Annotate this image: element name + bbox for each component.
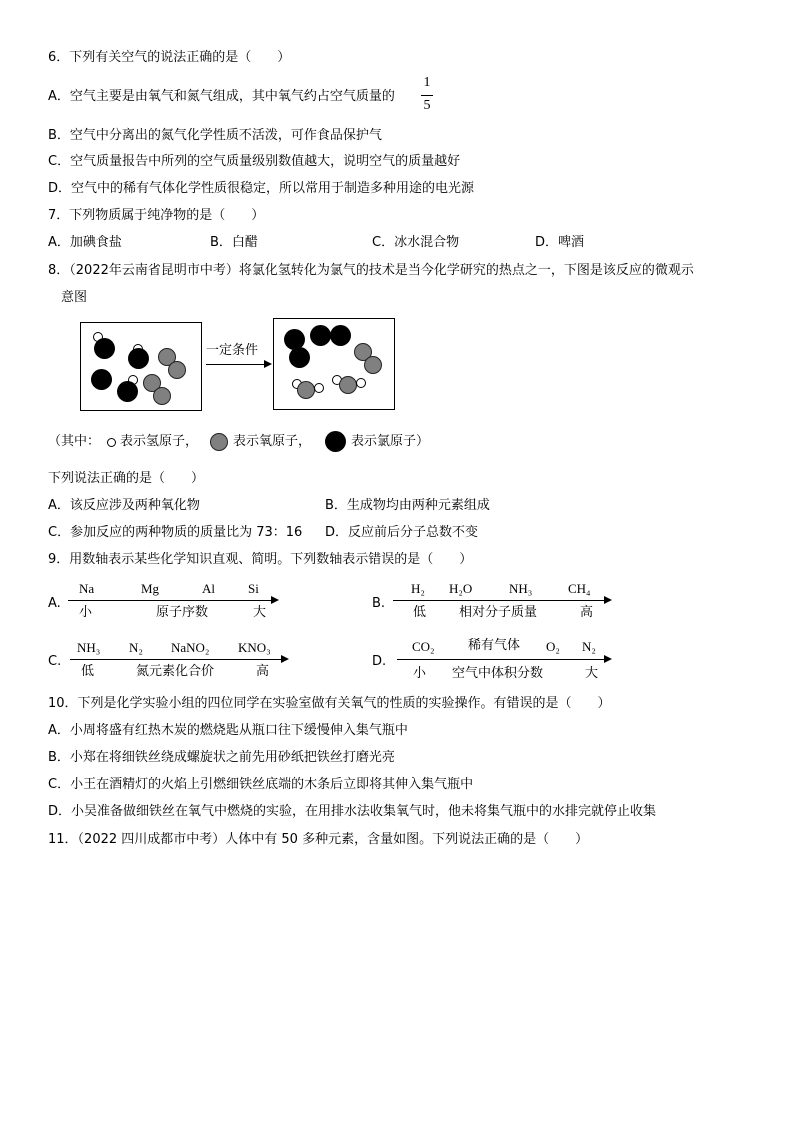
hydrogen-atom	[314, 383, 324, 393]
q6-option-d: D．空气中的稀有气体化学性质很稳定，所以常用于制造多种用途的电光源	[48, 181, 475, 196]
axis-item: NH₃	[509, 581, 533, 596]
number-line	[393, 600, 605, 601]
number-line	[70, 659, 282, 660]
chlorine-atom	[289, 347, 310, 368]
q7-option-a: A．加碘食盐	[48, 235, 122, 250]
chlorine-atom	[128, 348, 149, 369]
axis-low-label: 小	[413, 666, 427, 681]
axis-item: H₂O	[449, 581, 473, 596]
axis-item: CO₂	[412, 639, 435, 654]
q7-option-b: B．白醋	[210, 235, 258, 250]
axis-title: 相对分子质量	[459, 605, 538, 620]
number-line	[68, 600, 272, 601]
axis-item: Na	[79, 581, 95, 596]
axis-title: 氮元素化合价	[136, 664, 215, 679]
q10-option-d: D．小吴准备做细铁丝在氧气中燃烧的实验，在用排水法收集氧气时，他未将集气瓶中的水排完就停止收集	[48, 804, 657, 819]
q11-stem: 11．（2022 四川成都市中考）人体中有 50 多种元素，含量如图。下列说法正确的是（ ）	[48, 832, 589, 847]
q7-stem: 7．下列物质属于纯净物的是（ ）	[48, 208, 265, 223]
chlorine-atom	[330, 325, 351, 346]
axis-low-label: 低	[81, 664, 95, 679]
q10-option-a: A．小周将盛有红热木炭的燃烧匙从瓶口往下缓慢伸入集气瓶中	[48, 723, 408, 738]
oxygen-atom	[153, 387, 171, 405]
axis-low-label: 小	[79, 605, 93, 620]
number-line	[397, 659, 605, 660]
q9-stem: 9．用数轴表示某些化学知识直观、简明。下列数轴表示错误的是（ ）	[48, 552, 473, 567]
fraction-bar	[421, 95, 433, 96]
chlorine-atom	[91, 369, 112, 390]
oxygen-atom	[297, 381, 315, 399]
chlorine-legend-icon	[325, 431, 346, 452]
legend-chlorine: 表示氯原子）	[351, 434, 430, 449]
legend-prefix: （其中：	[48, 434, 101, 449]
reactants-box	[80, 322, 202, 411]
q9-option-b-letter: B.	[372, 596, 386, 611]
chlorine-atom	[94, 338, 115, 359]
reaction-condition: 一定条件	[206, 343, 259, 358]
legend-oxygen: 表示氧原子，	[233, 434, 312, 449]
arrow-head-icon	[604, 596, 612, 604]
arrow-head-icon	[264, 360, 272, 368]
q9-option-c-letter: C.	[48, 654, 62, 669]
axis-item: KNO₃	[238, 640, 271, 655]
q7-option-d: D．啤酒	[535, 235, 585, 250]
axis-item: H₂	[411, 581, 425, 596]
oxygen-atom	[364, 356, 382, 374]
axis-item: CH₄	[568, 581, 591, 596]
oxygen-atom	[339, 376, 357, 394]
axis-item: N₂	[129, 640, 143, 655]
axis-item: NH₃	[77, 640, 101, 655]
q8-option-a: A．该反应涉及两种氧化物	[48, 498, 200, 513]
q6-option-c: C．空气质量报告中所列的空气质量级别数值越大，说明空气的质量越好	[48, 154, 461, 169]
axis-title: 原子序数	[156, 605, 209, 620]
hydrogen-atom	[356, 378, 366, 388]
q8-stem-line1: 8．（2022年云南省昆明市中考）将氯化氢转化为氯气的技术是当今化学研究的热点之一，下图是该反应的微观示	[48, 263, 694, 278]
q9-option-a-letter: A.	[48, 596, 61, 611]
q6-option-b: B．空气中分离出的氮气化学性质不活泼，可作食品保护气	[48, 128, 382, 143]
arrow-head-icon	[271, 596, 279, 604]
hydrogen-legend-icon	[107, 438, 116, 447]
axis-item: Si	[248, 581, 259, 596]
axis-item: N₂	[582, 639, 596, 654]
q10-option-b: B．小郑在将细铁丝绕成螺旋状之前先用砂纸把铁丝打磨光亮	[48, 750, 395, 765]
axis-high-label: 高	[580, 605, 594, 620]
axis-item: 稀有气体	[468, 638, 521, 653]
q8-stem-line2: 意图	[61, 290, 88, 305]
axis-item: NaNO₂	[171, 640, 210, 655]
oxygen-atom	[168, 361, 186, 379]
q6-fraction-numerator: 1	[423, 75, 431, 90]
legend-hydrogen: 表示氢原子，	[120, 434, 199, 449]
chlorine-atom	[117, 381, 138, 402]
axis-low-label: 低	[413, 605, 427, 620]
q8-option-d: D．反应前后分子总数不变	[325, 525, 479, 540]
q10-option-c: C．小王在酒精灯的火焰上引燃细铁丝底端的木条后立即将其伸入集气瓶中	[48, 777, 474, 792]
q6-option-a: A．空气主要是由氧气和氮气组成，其中氧气约占空气质量的	[48, 89, 395, 104]
chlorine-atom	[310, 325, 331, 346]
products-box	[273, 318, 395, 410]
reaction-arrow	[206, 364, 266, 365]
q8-option-c: C．参加反应的两种物质的质量比为 73：16	[48, 525, 303, 540]
axis-item: Mg	[141, 581, 160, 596]
axis-high-label: 高	[256, 664, 270, 679]
axis-title: 空气中体积分数	[452, 666, 544, 681]
oxygen-legend-icon	[210, 433, 228, 451]
arrow-head-icon	[281, 655, 289, 663]
q10-stem: 10．下列是化学实验小组的四位同学在实验室做有关氧气的性质的实验操作。有错误的是（ ）	[48, 696, 611, 711]
axis-item: Al	[202, 581, 215, 596]
q8-option-b: B．生成物均由两种元素组成	[325, 498, 490, 513]
q7-option-c: C．冰水混合物	[372, 235, 460, 250]
arrow-head-icon	[604, 655, 612, 663]
q8-question: 下列说法正确的是（ ）	[48, 471, 205, 486]
q6-fraction-denominator: 5	[423, 98, 431, 113]
q9-option-d-letter: D.	[372, 654, 387, 669]
axis-high-label: 大	[585, 666, 599, 681]
axis-high-label: 大	[253, 605, 267, 620]
axis-item: O₂	[546, 639, 560, 654]
q6-stem: 6．下列有关空气的说法正确的是（ ）	[48, 50, 291, 65]
